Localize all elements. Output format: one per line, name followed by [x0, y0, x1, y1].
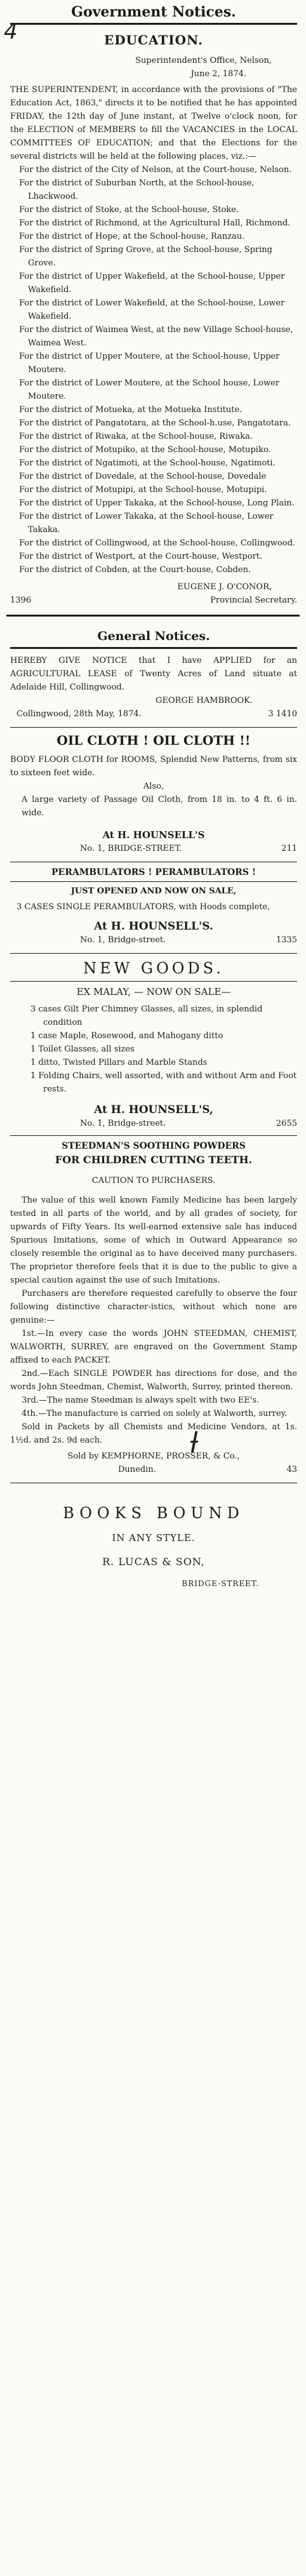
lease-date-row [10, 707, 297, 721]
goods-item: 1 case Maple, Rosewood, and Mahogany ditto [30, 1031, 223, 1041]
district-item: For the district of Motueka, at the Motueka Institute. [19, 405, 243, 415]
district-item: For the district of Spring Grove, at the School-house, Spring Grove. [19, 245, 273, 268]
lease-signature: GEORGE HAMBROOK. [156, 696, 253, 705]
perambulators-headline: PERAMBULATORS ! PERAMBULATORS ! [51, 867, 256, 878]
goods-item: 1 Toilet Glasses, all sizes [30, 1044, 135, 1054]
newgoods-reference: 2655 [276, 1119, 297, 1128]
gov-reference-number: 1396 [10, 596, 32, 605]
district-item: For the district of the City of Nelson, at the Court-house, Nelson. [19, 165, 292, 175]
perambulators-sub: JUST OPENED AND NOW ON SALE, [70, 886, 237, 896]
district-item: For the district of Motupiko, at the School-house, Motupiko. [19, 445, 271, 455]
steedman-headline: STEEDMAN'S SOOTHING POWDERS [62, 1141, 246, 1151]
gov-signature: EUGENE J. O'CONOR, [177, 582, 272, 592]
district-item: For the district of Upper Wakefield, at the School-house, Upper Wakefield. [19, 272, 285, 295]
steedman-paragraph-5: 3rd.—The name Steedman is always spelt with two EE's. [22, 1396, 260, 1405]
government-notices-column [0, 0, 306, 607]
perambulators-at: At H. HOUNSELL'S. [94, 920, 213, 933]
newgoods-headline: NEW GOODS. [83, 959, 224, 977]
general-notices-column [0, 624, 306, 1591]
district-item: For the district of Stoke, at the School-house, Stoke. [19, 205, 239, 215]
general-notices-heading: General Notices. [97, 629, 210, 643]
district-item: For the district of Ngatimoti, at the School-house, Ngatimoti. [19, 458, 276, 468]
district-list [10, 163, 297, 577]
district-item: For the district of Riwaka, at the School-house, Riwaka. [19, 432, 253, 441]
oilcloth-reference: 211 [281, 844, 297, 853]
steedman-place-row [10, 1463, 297, 1476]
steedman-paragraph-2: Purchasers are therefore requested carefully to observe the four following distinctive character-istics, without which none are genuine:— [10, 1289, 297, 1325]
district-item: For the district of Waimea West, at the new Village School-house, Waimea West. [19, 325, 293, 348]
books-sub: IN ANY STYLE. [112, 1532, 196, 1544]
goods-item: 3 cases Gilt Pier Chimney Glasses, all sizes, in splendid condition [30, 1004, 263, 1027]
perambulators-address-row [10, 933, 297, 947]
lease-date: Collingwood, 28th May, 1874. [17, 709, 142, 719]
district-item: For the district of Suburban North, at the School-house, Lhackwood. [19, 178, 255, 201]
steedman-caution: CAUTION TO PURCHASERS. [91, 1176, 216, 1185]
newgoods-items [10, 1003, 297, 1096]
oilcloth-also: Also, [143, 782, 164, 791]
district-item: For the district of Westport, at the Court-house, Westport. [19, 552, 263, 561]
newgoods-at: At H. HOUNSELL'S, [94, 1104, 213, 1116]
district-item: For the district of Collingwood, at the School-house, Collingwood. [19, 538, 296, 548]
office-date: June 2, 1874. [190, 69, 246, 79]
district-item: For the district of Richmond, at the Agricultural Hall, Richmond. [19, 218, 291, 228]
district-item: For the district of Upper Moutere, at the School-house, Upper Moutere. [19, 352, 280, 375]
books-headline: BOOKS BOUND [63, 1504, 244, 1522]
lease-reference: 3 1410 [268, 709, 297, 719]
steedman-place: Dunedin. [118, 1465, 156, 1474]
steedman-paragraph-4: 2nd.—Each SINGLE POWDER has directions for dose, and the words John Steedman, Chemist, Walworth, Surrey, printed thereon. [10, 1369, 297, 1392]
government-notices-heading: Government Notices. [71, 4, 236, 20]
notice-divider [10, 881, 297, 882]
books-address: BRIDGE-STREET. [182, 1579, 259, 1588]
goods-item: 1 Folding Chairs, well assorted, with and without Arm and Foot rests. [30, 1071, 297, 1094]
district-item: For the district of Lower Takaka, at the School-house, Lower Takaka. [19, 512, 274, 535]
notice-divider [10, 953, 297, 954]
oilcloth-headline: OIL CLOTH ! OIL CLOTH !! [57, 733, 251, 748]
newgoods-address-row [10, 1117, 297, 1130]
perambulators-body: 3 CASES SINGLE PERAMBULATORS, with Hoods complete, [17, 902, 270, 912]
newgoods-address: No. 1, Bridge-street. [80, 1119, 166, 1128]
district-item: For the district of Pangatotara, at the School-h.use, Pangatotara. [19, 418, 291, 428]
district-item: For the district of Cobden, at the Court-house, Cobden. [19, 565, 251, 575]
oilcloth-at: At H. HOUNSELL'S [102, 829, 205, 841]
steedman-sub: FOR CHILDREN CUTTING TEETH. [55, 1154, 253, 1166]
notice-divider [10, 981, 297, 982]
district-item: For the district of Lower Moutere, at the School house, Lower Moutere. [19, 378, 280, 401]
education-intro: THE SUPERINTENDENT, in accordance with the provisions of "The Education Act, 1863," directs it to be notified that he has appointed FRIDAY, the 12th day of June instant, at Twelve o'clock noon, for the ELECTION of MEMBERS to fill the VACANCIES in the LOCAL COMMITTEES OF EDUCATION; and that the Elections for the several districts will be held at the following places, viz.:— [10, 85, 297, 161]
heading-rule [10, 23, 297, 25]
perambulators-address: No. 1, Bridge-street. [80, 935, 166, 945]
notice-divider [10, 1135, 297, 1136]
steedman-paragraph-6: 4th.—The manufacture is carried on solely at Walworth, surrey. [22, 1409, 288, 1418]
perambulators-reference: 1335 [276, 935, 297, 945]
district-item: For the district of Motupipi, at the School-house, Motupipi. [19, 485, 267, 495]
oilcloth-address: No. 1, BRIDGE-STREET. [80, 844, 182, 853]
lease-notice-text: HEREBY GIVE NOTICE that I have APPLIED for an AGRICULTURAL LEASE of Twenty Acres of Land situate at Adelaide Hill, Collingwood. [10, 656, 297, 692]
section-divider [6, 615, 300, 617]
heading-rule [10, 647, 297, 649]
district-item: For the district of Lower Wakefield, at the School-house, Lower Wakefield. [19, 298, 285, 321]
gov-signature-row [10, 594, 297, 607]
steedman-reference: 43 [286, 1465, 297, 1474]
handwritten-tick-mark: ƚ [190, 1427, 199, 1459]
newgoods-intro: EX MALAY, — NOW ON SALE— [76, 986, 231, 998]
oilcloth-extra: A large variety of Passage Oil Cloth, from 18 in. to 4 ft. 6 in. wide. [22, 795, 297, 818]
district-item: For the district of Dovedale, at the School-house, Dovedale [19, 472, 267, 481]
district-item: For the district of Upper Takaka, at the School-house, Long Plain. [19, 498, 295, 508]
education-title: EDUCATION. [104, 32, 203, 48]
gov-signature-title: Provincial Secretary. [210, 596, 297, 605]
oilcloth-address-row [10, 842, 297, 855]
district-item: For the district of Hope, at the School-house, Ranzau. [19, 232, 245, 241]
goods-item: 1 ditto, Twisted Pillars and Marble Stands [30, 1058, 208, 1067]
steedman-paragraph-1: The value of this well known Family Medicine has been largely tested in all parts of the world, and by all grades of society, for upwards of Fifty Years. Its well-earned extensive sale has induced Spurious Imitations, some of which in Outward Appearance so closely resemble the original as to have deceived many purchasers. The proprietor therefore feels that it is due to the public to give a special caution against the use of such Imitations. [10, 1196, 297, 1285]
handwritten-margin-mark: 4 [4, 19, 18, 44]
oilcloth-body: BODY FLOOR CLOTH for ROOMS, Splendid New Patterns, from six to sixteen feet wide. [10, 755, 297, 778]
steedman-paragraph-3: 1st.—In every case the words JOHN STEEDMAN, CHEMIST, WALWORTH, SURREY, are engraved on the Government Stamp affixed to each PACKET. [10, 1329, 297, 1365]
steedman-paragraph-7: Sold in Packets by all Chemists and Medicine Vendors, at 1s. 1½d. and 2s. 9d each. [10, 1422, 297, 1445]
books-firm: R. LUCAS & SON, [102, 1556, 205, 1568]
office-line: Superintendent's Office, Nelson, [135, 56, 272, 65]
steedman-sold-by: Sold by KEMPHORNE, PROSSER, & Co., [67, 1452, 240, 1461]
notice-divider [10, 727, 297, 728]
